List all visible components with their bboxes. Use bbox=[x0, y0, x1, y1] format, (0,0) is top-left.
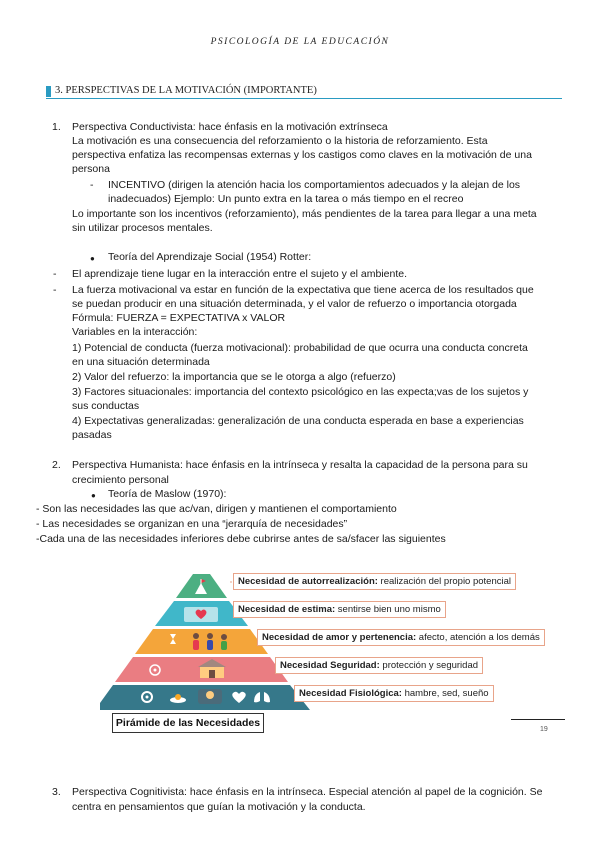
text-line: perspectiva enfatiza las recompensas externas y los castigos como claves en la motivación de una bbox=[72, 149, 532, 161]
text-line: Variables en la interacción: bbox=[72, 326, 198, 338]
section-divider bbox=[46, 98, 562, 99]
list-number: 3. bbox=[52, 786, 61, 798]
text-line: inadecuados) Ejemplo: Un punto extra en la tarea o más tiempo en el recreo bbox=[108, 193, 464, 205]
text-line: persona bbox=[72, 163, 110, 175]
text-line: Fórmula: FUERZA = EXPECTATIVA x VALOR bbox=[72, 312, 286, 324]
bullet-dot: ● bbox=[91, 491, 96, 500]
text-line: centra en pensamientos que guían la motivación y la conducta. bbox=[72, 801, 366, 813]
pyramid-label-estima: Necesidad de estima: sentirse bien uno mismo bbox=[233, 601, 446, 618]
text-line: Perspectiva Conductivista: hace énfasis en la motivación extrínseca bbox=[72, 121, 388, 133]
bullet-dash: - bbox=[53, 268, 57, 280]
text-line: El aprendizaje tiene lugar en la interacción entre el sujeto y el ambiente. bbox=[72, 268, 408, 280]
list-number: 1. bbox=[52, 121, 61, 133]
text-line: Perspectiva Cognitivista: hace énfasis en la intrínseca. Especial atención al papel de la cognición. Se bbox=[72, 786, 543, 798]
text-line: Teoría del Aprendizaje Social (1954) Rotter: bbox=[108, 251, 312, 263]
text-line: 1) Potencial de conducta (fuerza motivacional): probabilidad de que ocurra una conducta concreta bbox=[72, 342, 528, 354]
pyramid-label-amor: Necesidad de amor y pertenencia: afecto, atención a los demás bbox=[257, 629, 545, 646]
pyramid-label-fisiologica: Necesidad Fisiológica: hambre, sed, sueño bbox=[294, 685, 494, 702]
bullet-dash: - bbox=[90, 179, 94, 191]
text-line: La fuerza motivacional va estar en función de la expectativa que tiene acerca de los resultados que bbox=[72, 284, 534, 296]
text-line: -Cada una de las necesidades inferiores debe cubrirse antes de sa/sfacer las siguientes bbox=[36, 533, 446, 545]
list-number: 2. bbox=[52, 459, 61, 471]
text-line: crecimiento personal bbox=[72, 474, 169, 486]
text-line: Perspectiva Humanista: hace énfasis en la intrínseca y resalta la capacidad de la persona para su bbox=[72, 459, 528, 471]
bullet-dash: - bbox=[53, 284, 57, 296]
section-accent-bar bbox=[46, 86, 51, 97]
text-line: se puedan producir en una situación determinada, y el valor de refuerzo o importancia otorgada bbox=[72, 298, 517, 310]
text-line: Teoría de Maslow (1970): bbox=[108, 488, 227, 500]
text-line: - Son las necesidades las que ac/van, dirigen y mantienen el comportamiento bbox=[36, 503, 397, 515]
text-line: 2) Valor del refuerzo: la importancia que se le otorga a algo (refuerzo) bbox=[72, 371, 396, 383]
text-line: en una situación determinada bbox=[72, 356, 210, 368]
heart-person-icon bbox=[184, 607, 218, 622]
text-line: 4) Expectativas generalizadas: generalización de una conducta esperada en base a experiencias bbox=[72, 415, 524, 427]
page-header: PSICOLOGÍA DE LA EDUCACIÓN bbox=[210, 37, 390, 47]
text-line: 3) Factores situacionales: importancia del contexto psicológico en las expecta;vas de los sujetos y bbox=[72, 386, 529, 398]
text-line: pasadas bbox=[72, 429, 112, 441]
pyramid-title: Pirámide de las Necesidades bbox=[112, 713, 264, 733]
sleep-icon bbox=[198, 689, 222, 704]
text-line: sin utilizar procesos mentales. bbox=[72, 222, 213, 234]
people-icon bbox=[193, 633, 227, 650]
pyramid-label-autorrealizacion: Necesidad de autorrealización: realización del propio potencial bbox=[233, 573, 516, 590]
section-title: 3. PERSPECTIVAS DE LA MOTIVACIÓN (IMPORTANTE) bbox=[55, 85, 317, 96]
page-footer-line bbox=[511, 719, 565, 720]
text-line: sus conductas bbox=[72, 400, 140, 412]
text-line: La motivación es una consecuencia del reforzamiento o la historia de reforzamiento. Esta bbox=[72, 135, 488, 147]
bullet-dot: ● bbox=[90, 254, 95, 263]
text-line: Lo importante son los incentivos (reforzamiento), más pendientes de la tarea para llegar a una meta bbox=[72, 208, 537, 220]
page-number: 19 bbox=[540, 726, 548, 733]
text-line: - Las necesidades se organizan en una “jerarquía de necesidades” bbox=[36, 518, 348, 530]
text-line: INCENTIVO (dirigen la atención hacia los comportamientos adecuados y la alejan de los bbox=[108, 179, 521, 191]
pyramid-label-seguridad: Necesidad Seguridad: protección y seguridad bbox=[275, 657, 483, 674]
pyramid-level-amor bbox=[135, 629, 268, 654]
